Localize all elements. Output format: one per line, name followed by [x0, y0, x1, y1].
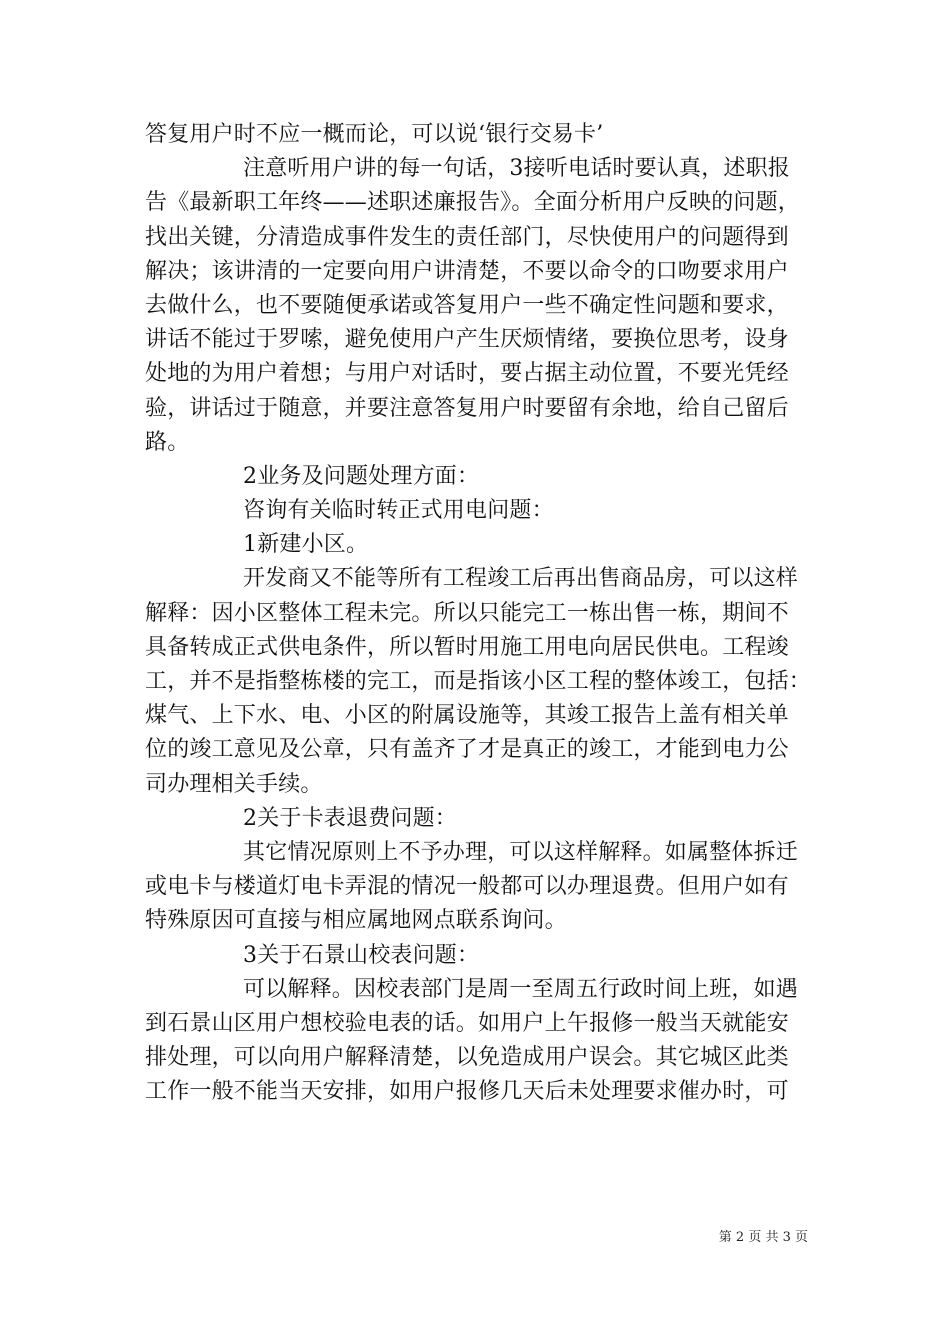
- text-line: 排处理，可以向用户解释清楚，以免造成用户误会。其它城区此类: [145, 1045, 789, 1071]
- text-line: 验，讲话过于随意，并要注意答复用户时要留有余地，给自己留后: [145, 395, 789, 421]
- text-line: 特殊原因可直接与相应属地网点联系询问。: [145, 908, 567, 934]
- text-line: 司办理相关手续。: [145, 771, 323, 797]
- text-line: 可以解释。因校表部门是周一至周五行政时间上班，如遇: [243, 976, 799, 1002]
- text-line: 处地的为用户着想；与用户对话时，要占据主动位置，不要光凭经: [145, 361, 789, 387]
- text-line: 开发商又不能等所有工程竣工后再出售商品房，可以这样: [243, 566, 799, 592]
- text-line: 找出关键，分清造成事件发生的责任部门，尽快使用户的问题得到: [145, 224, 789, 250]
- text-line: 其它情况原则上不予办理，可以这样解释。如属整体拆迁: [243, 839, 799, 865]
- text-line: 具备转成正式供电条件，所以暂时用施工用电向居民供电。工程竣: [145, 634, 789, 660]
- text-line: 位的竣工意见及公章，只有盖齐了才是真正的竣工，才能到电力公: [145, 737, 789, 763]
- text-line: 注意听用户讲的每一句话，3接听电话时要认真，述职报: [243, 156, 790, 182]
- text-line: 工作一般不能当天安排，如用户报修几天后未处理要求催办时，可: [145, 1079, 789, 1105]
- document-body: [145, 118, 810, 1109]
- section-heading: 2业务及问题处理方面：: [243, 463, 480, 489]
- subsection-heading: 3关于石景山校表问题：: [243, 942, 480, 968]
- page-number: 第 2 页 共 3 页: [718, 1230, 808, 1245]
- text-line: 到石景山区用户想校验电表的话。如用户上午报修一般当天就能安: [145, 1010, 789, 1036]
- text-line: 咨询有关临时转正式用电问题：: [243, 498, 554, 524]
- subsection-heading: 1新建小区。: [243, 532, 369, 558]
- subsection-heading: 2关于卡表退费问题：: [243, 805, 457, 831]
- text-line: 工，并不是指整栋楼的完工，而是指该小区工程的整体竣工，包括：: [145, 669, 812, 694]
- text-line: 解决；该讲清的一定要向用户讲清楚，不要以命令的口吻要求用户: [145, 258, 789, 284]
- text-line: 去做什么，也不要随便承诺或答复用户一些不确定性问题和要求，: [145, 292, 789, 318]
- text-line: 或电卡与楼道灯电卡弄混的情况一般都可以办理退费。但用户如有: [145, 874, 789, 900]
- text-line: 讲话不能过于罗嗦，避免使用户产生厌烦情绪，要换位思考，设身: [145, 327, 789, 353]
- text-line: 告《最新职工年终——述职述廉报告》。全面分析用户反映的问题，: [145, 190, 801, 216]
- text-line: 答复用户时不应一概而论，可以说‘银行交易卡’: [145, 122, 604, 147]
- text-line: 路。: [145, 429, 190, 455]
- text-line: 解释：因小区整体工程未完。所以只能完工一栋出售一栋，期间不: [145, 600, 789, 626]
- text-line: 煤气、上下水、电、小区的附属设施等，其竣工报告上盖有相关单: [145, 703, 789, 729]
